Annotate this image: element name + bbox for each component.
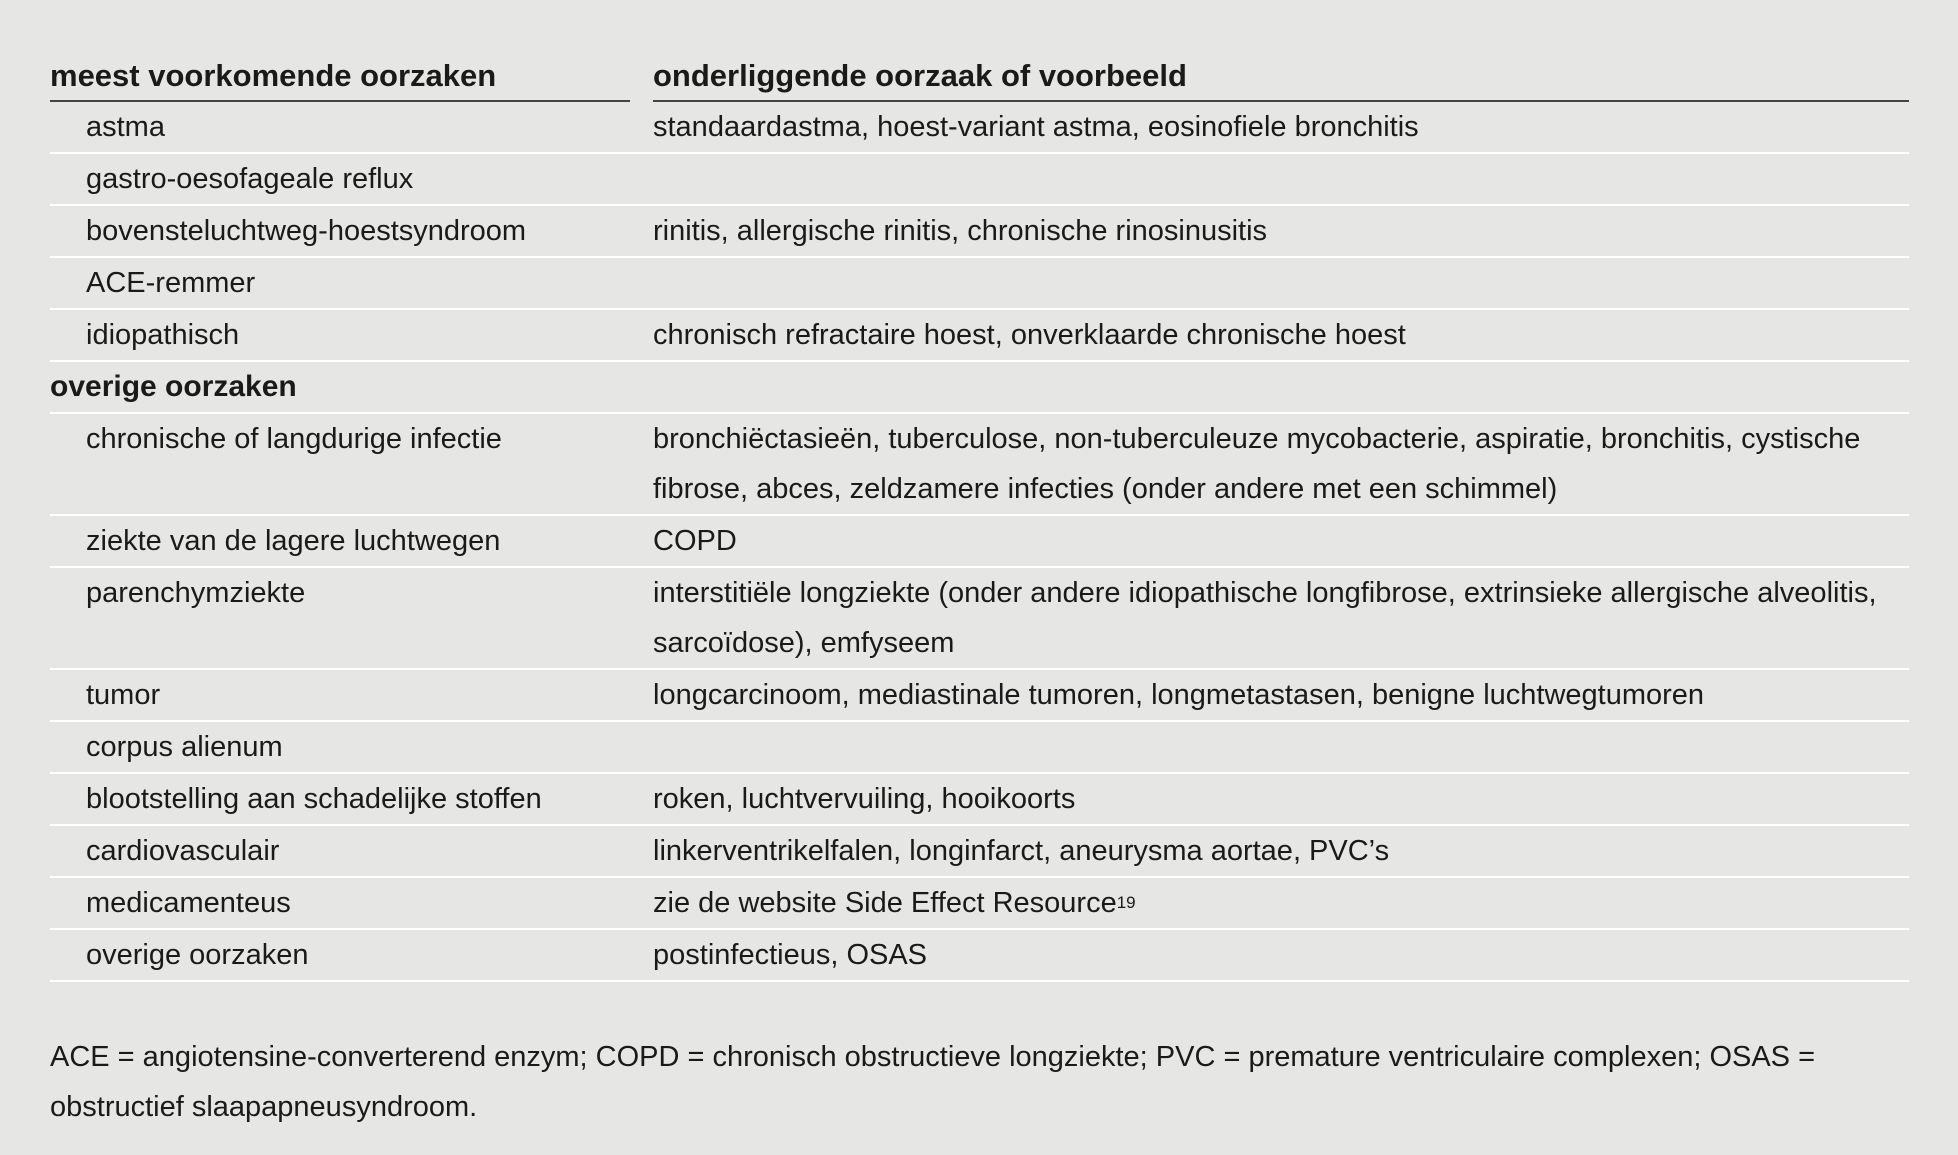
gap-cell — [630, 878, 653, 930]
cause-cell: gastro-oesofageale reflux — [50, 154, 630, 206]
cause-cell: idiopathisch — [50, 310, 630, 362]
gap-cell — [630, 414, 653, 516]
example-cell: bronchiëctasieën, tuberculose, non-tuberculeuze mycobacterie, aspiratie, bronchitis, cystische fibrose, abces, zeldzamere infecties (onder andere met een schimmel) — [653, 414, 1909, 516]
gap-cell — [630, 516, 653, 568]
table-row — [50, 102, 1909, 154]
table-row — [50, 670, 1909, 722]
example-cell: longcarcinoom, mediastinale tumoren, longmetastasen, benigne luchtwegtumoren — [653, 670, 1909, 722]
example-cell: COPD — [653, 516, 1909, 568]
cause-cell: corpus alienum — [50, 722, 630, 774]
example-cell: postinfectieus, OSAS — [653, 930, 1909, 982]
table-row — [50, 414, 1909, 516]
cause-cell: chronische of langdurige infectie — [50, 414, 630, 516]
table-row — [50, 154, 1909, 206]
table-row — [50, 826, 1909, 878]
example-cell — [653, 258, 1909, 310]
table-container — [50, 50, 1909, 1132]
table-row — [50, 568, 1909, 670]
gap-cell — [630, 154, 653, 206]
gap-cell — [630, 670, 653, 722]
example-cell: roken, luchtvervuiling, hooikoorts — [653, 774, 1909, 826]
table-row — [50, 722, 1909, 774]
example-text: zie de website Side Effect Resource — [653, 887, 1117, 919]
example-cell: rinitis, allergische rinitis, chronische rinosinusitis — [653, 206, 1909, 258]
cause-cell: astma — [50, 102, 630, 154]
example-cell — [653, 154, 1909, 206]
table-row — [50, 930, 1909, 982]
header-common-causes: meest voorkomende oorzaken — [50, 50, 630, 102]
cause-cell: bovensteluchtweg-hoestsyndroom — [50, 206, 630, 258]
table-row — [50, 258, 1909, 310]
abbreviations-footnote: ACE = angiotensine-converterend enzym; COPD = chronisch obstructieve longziekte; PVC = premature ventriculaire complexen; OSAS = obstructief slaapapneusyndroom. — [50, 1041, 1816, 1123]
cause-cell: parenchymziekte — [50, 568, 630, 670]
table-row — [50, 516, 1909, 568]
gap-cell — [630, 568, 653, 670]
table-row — [50, 878, 1909, 930]
gap-cell — [630, 722, 653, 774]
cause-cell: ACE-remmer — [50, 258, 630, 310]
gap-cell — [630, 930, 653, 982]
cause-cell: tumor — [50, 670, 630, 722]
table-header-row — [50, 50, 1909, 102]
reference-number: 19 — [1116, 893, 1136, 912]
gap-cell — [630, 310, 653, 362]
table-row — [50, 206, 1909, 258]
header-underlying-cause: onderliggende oorzaak of voorbeeld — [653, 50, 1909, 102]
cause-cell: overige oorzaken — [50, 930, 630, 982]
gap-cell — [630, 826, 653, 878]
gap-cell — [630, 258, 653, 310]
cause-cell: cardiovasculair — [50, 826, 630, 878]
section-title-other-causes: overige oorzaken — [50, 362, 1909, 414]
causes-table — [50, 50, 1909, 982]
cause-cell: medicamenteus — [50, 878, 630, 930]
gap-cell — [630, 774, 653, 826]
table-row — [50, 774, 1909, 826]
example-cell: linkerventrikelfalen, longinfarct, aneurysma aortae, PVC’s — [653, 826, 1909, 878]
example-cell: chronisch refractaire hoest, onverklaarde chronische hoest — [653, 310, 1909, 362]
example-cell: interstitiële longziekte (onder andere idiopathische longfibrose, extrinsieke allergische alveolitis, sarcoïdose), emfyseem — [653, 568, 1909, 670]
gap-cell — [630, 102, 653, 154]
cause-cell: blootstelling aan schadelijke stoffen — [50, 774, 630, 826]
gap-cell — [630, 206, 653, 258]
example-cell — [653, 722, 1909, 774]
cause-cell: ziekte van de lagere luchtwegen — [50, 516, 630, 568]
example-cell — [653, 878, 1909, 930]
section-row — [50, 362, 1909, 414]
example-cell: standaardastma, hoest-variant astma, eosinofiele bronchitis — [653, 102, 1909, 154]
header-gap — [630, 50, 653, 102]
table-row — [50, 310, 1909, 362]
